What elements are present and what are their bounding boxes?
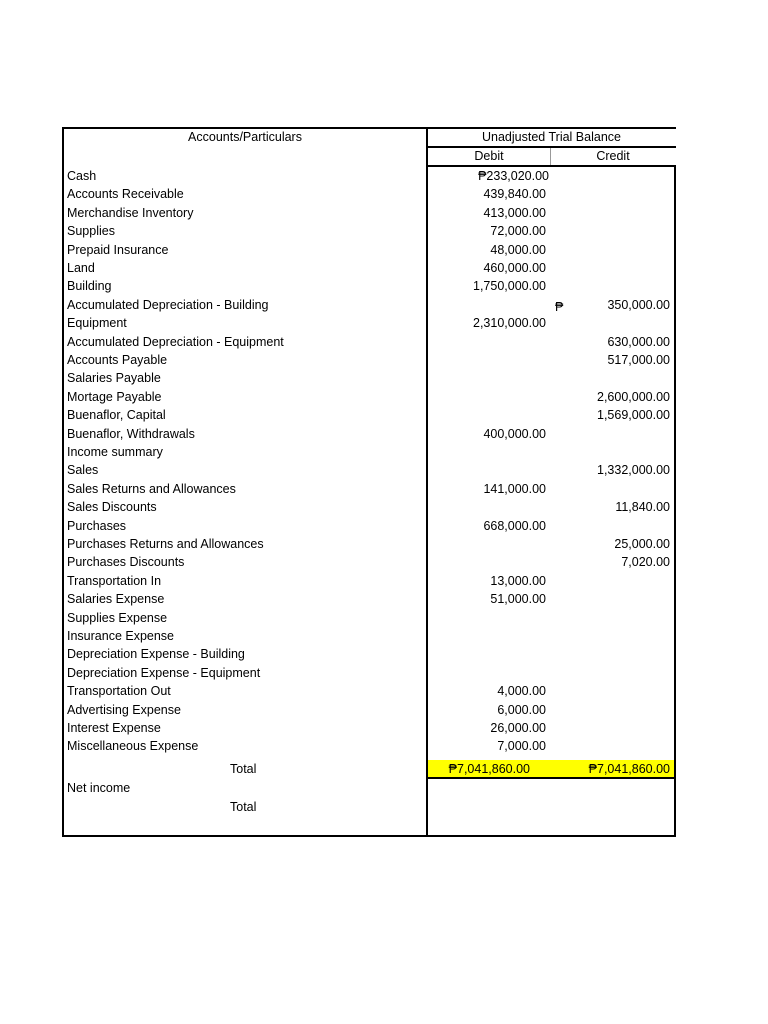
credit-cell: [552, 719, 670, 737]
account-name: Cash: [67, 169, 97, 183]
debit-cell: [430, 627, 546, 645]
account-name: Transportation In: [67, 574, 162, 588]
credit-cell: [552, 167, 670, 185]
debit-cell: [430, 388, 546, 406]
total-credit: ₱7,041,860.00: [588, 762, 670, 776]
debit-credit-divider: [550, 148, 551, 165]
debit-cell: 51,000.00: [490, 592, 546, 606]
debit-cell: 460,000.00: [483, 261, 546, 275]
account-name: Salaries Expense: [67, 592, 165, 606]
credit-cell: [552, 277, 670, 295]
credit-cell: [552, 222, 670, 240]
accounts-right-border: [426, 127, 428, 837]
credit-cell: [552, 590, 670, 608]
account-name: Purchases Discounts: [67, 555, 185, 569]
peso-symbol: ₱: [555, 300, 564, 314]
credit-cell: [552, 314, 670, 332]
debit-cell: 2,310,000.00: [473, 316, 546, 330]
credit-cell: 2,600,000.00: [597, 390, 670, 404]
debit-cell: 6,000.00: [497, 703, 546, 717]
credit-cell: [552, 701, 670, 719]
credit-cell: [552, 185, 670, 203]
total-bottom-border: [427, 777, 676, 779]
debit-cell: 439,840.00: [483, 187, 546, 201]
credit-cell: [552, 737, 670, 755]
debit-cell: 1,750,000.00: [473, 279, 546, 293]
debit-cell: [430, 461, 546, 479]
debit-cell: 26,000.00: [490, 721, 546, 735]
subheader-top-border: [427, 146, 676, 148]
account-name: Advertising Expense: [67, 703, 181, 717]
account-name: Accounts Payable: [67, 353, 168, 367]
account-name: Depreciation Expense - Building: [67, 647, 245, 661]
table-bottom-border: [62, 835, 676, 837]
debit-cell: 48,000.00: [490, 243, 546, 257]
debit-cell: 413,000.00: [483, 206, 546, 220]
debit-cell: [430, 333, 546, 351]
account-name: Supplies Expense: [67, 611, 168, 625]
debit-cell: [430, 351, 546, 369]
total-debit: ₱7,041,860.00: [448, 762, 530, 776]
debit-cell: ₱233,020.00: [478, 169, 549, 183]
table-top-border: [62, 127, 676, 129]
account-name: Sales Discounts: [67, 500, 157, 514]
debit-cell: 141,000.00: [483, 482, 546, 496]
account-name: Buenaflor, Withdrawals: [67, 427, 195, 441]
credit-cell: [552, 682, 670, 700]
debit-cell: [430, 443, 546, 461]
account-name: Buenaflor, Capital: [67, 408, 166, 422]
debit-cell: 72,000.00: [490, 224, 546, 238]
credit-cell: [552, 480, 670, 498]
account-name: Accounts Receivable: [67, 187, 184, 201]
account-name: Land: [67, 261, 95, 275]
credit-cell: 11,840.00: [615, 500, 670, 514]
account-name: Mortage Payable: [67, 390, 162, 404]
account-name: Prepaid Insurance: [67, 243, 169, 257]
credit-cell: 350,000.00: [607, 298, 670, 312]
account-name: Sales: [67, 463, 99, 477]
account-name: Transportation Out: [67, 684, 171, 698]
account-name: Insurance Expense: [67, 629, 175, 643]
credit-cell: [552, 627, 670, 645]
credit-cell: [552, 241, 670, 259]
net-income-label: Net income: [67, 781, 131, 795]
debit-cell: [430, 498, 546, 516]
debit-cell: [430, 535, 546, 553]
credit-cell: [552, 204, 670, 222]
credit-cell: 7,020.00: [621, 555, 670, 569]
subheader-bottom-border: [427, 165, 676, 167]
account-name: Depreciation Expense - Equipment: [67, 666, 261, 680]
credit-cell: 517,000.00: [607, 353, 670, 367]
unadjusted-trial-balance-header: Unadjusted Trial Balance: [482, 130, 621, 144]
account-name: Purchases Returns and Allowances: [67, 537, 264, 551]
credit-cell: [552, 645, 670, 663]
debit-cell: 4,000.00: [497, 684, 546, 698]
credit-cell: 630,000.00: [607, 335, 670, 349]
credit-cell: 1,332,000.00: [597, 463, 670, 477]
debit-cell: [430, 609, 546, 627]
credit-cell: [552, 572, 670, 590]
credit-cell: [552, 609, 670, 627]
final-total-label: Total: [230, 800, 257, 814]
credit-cell: [552, 259, 670, 277]
credit-cell: 1,569,000.00: [597, 408, 670, 422]
debit-cell: [430, 406, 546, 424]
debit-cell: [430, 296, 546, 314]
debit-cell: 7,000.00: [497, 739, 546, 753]
account-name: Income summary: [67, 445, 163, 459]
account-name: Building: [67, 279, 112, 293]
debit-cell: [430, 664, 546, 682]
credit-header: Credit: [596, 149, 630, 163]
credit-cell: [552, 517, 670, 535]
account-name: Equipment: [67, 316, 127, 330]
account-name: Merchandise Inventory: [67, 206, 194, 220]
account-name: Interest Expense: [67, 721, 161, 735]
debit-header: Debit: [474, 149, 504, 163]
account-name: Sales Returns and Allowances: [67, 482, 236, 496]
debit-cell: 668,000.00: [483, 519, 546, 533]
account-name: Salaries Payable: [67, 371, 161, 385]
account-name: Supplies: [67, 224, 115, 238]
debit-cell: [430, 369, 546, 387]
accounts-header: Accounts/Particulars: [188, 130, 302, 144]
credit-cell: [552, 443, 670, 461]
credit-cell: 25,000.00: [614, 537, 670, 551]
credit-cell: [552, 369, 670, 387]
account-name: Accumulated Depreciation - Equipment: [67, 335, 284, 349]
account-name: Miscellaneous Expense: [67, 739, 199, 753]
debit-cell: [430, 553, 546, 571]
total-label: Total: [230, 762, 257, 776]
debit-cell: [430, 645, 546, 663]
credit-cell: [552, 425, 670, 443]
account-name: Accumulated Depreciation - Building: [67, 298, 269, 312]
credit-cell: [552, 664, 670, 682]
account-name: Purchases: [67, 519, 127, 533]
table-left-border: [62, 127, 64, 837]
debit-cell: 13,000.00: [490, 574, 546, 588]
debit-cell: 400,000.00: [483, 427, 546, 441]
table-right-border: [674, 165, 676, 837]
